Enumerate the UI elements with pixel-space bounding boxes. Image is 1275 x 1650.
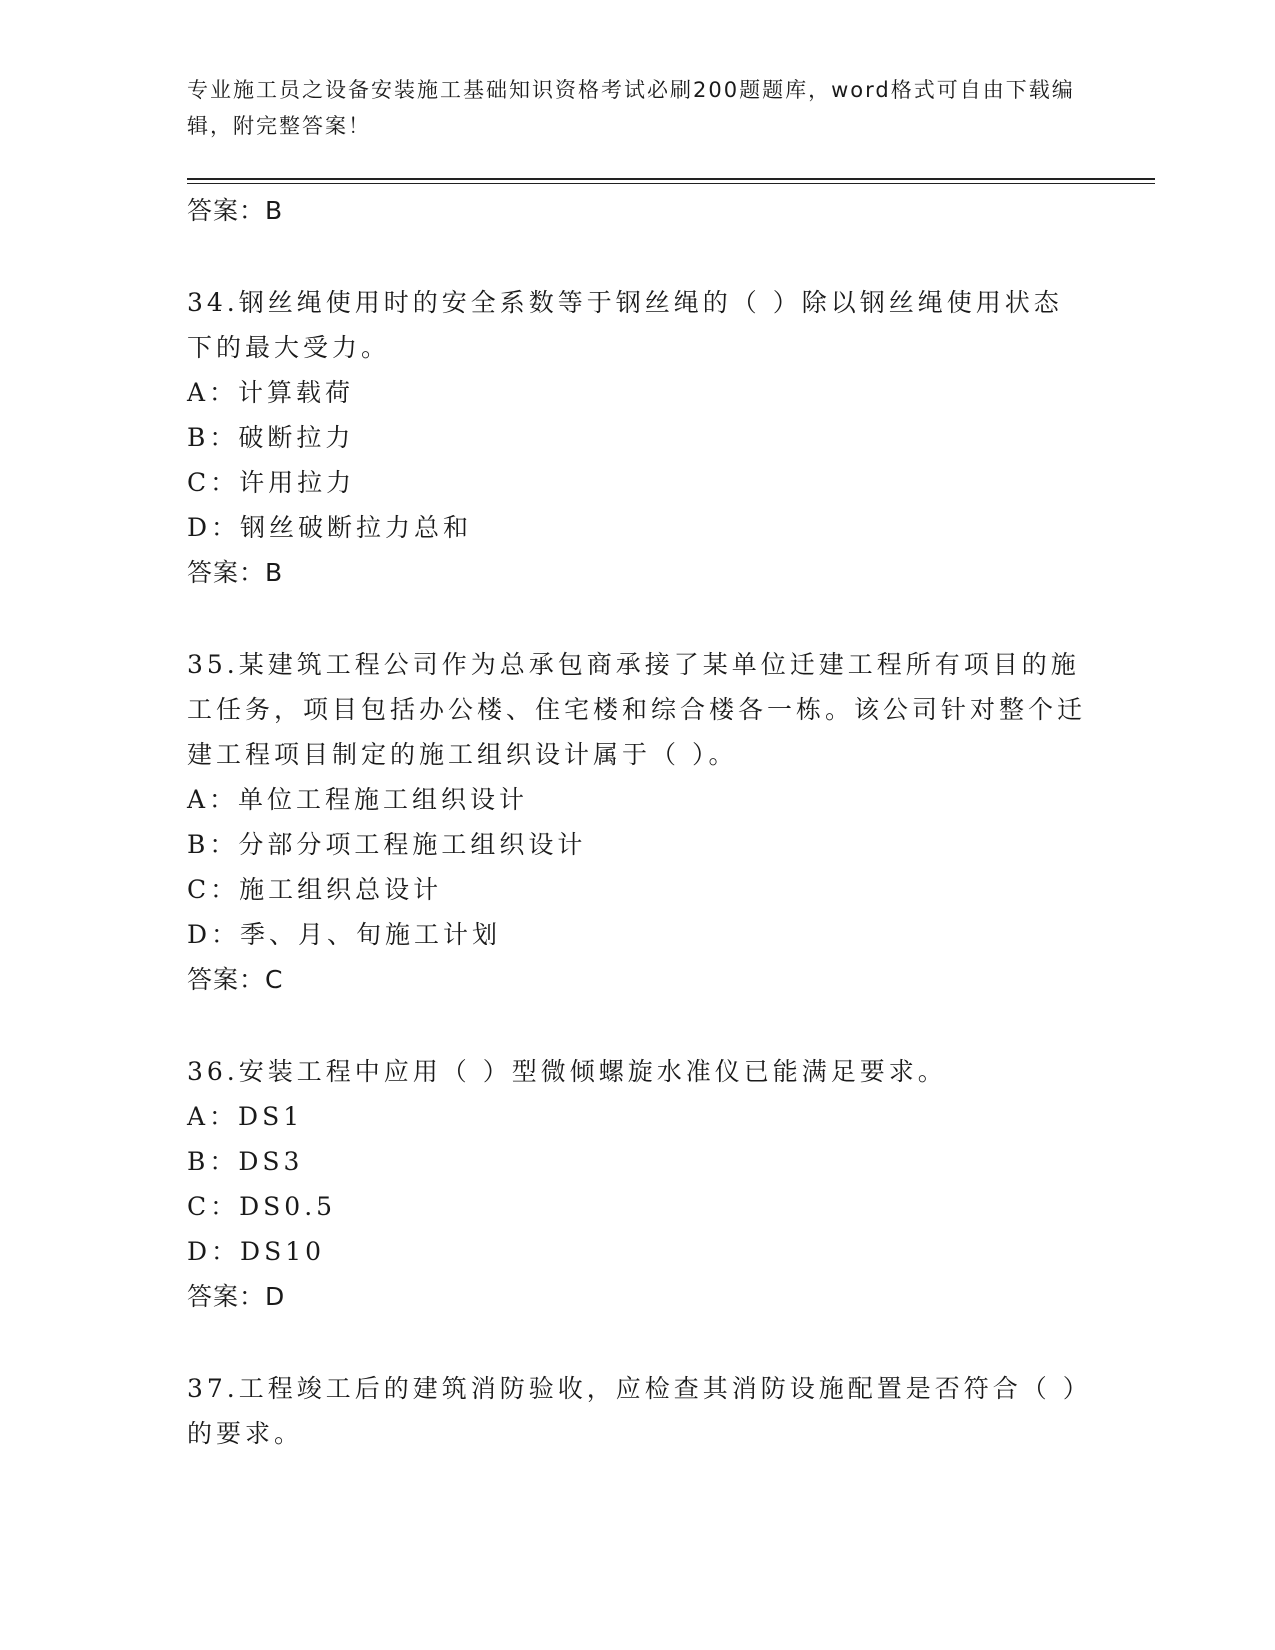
- option-c: C：许用拉力: [187, 468, 356, 497]
- header-divider-thick: [187, 178, 1155, 180]
- option-a: A：单位工程施工组织设计: [187, 785, 529, 814]
- answer-line: 答案：B: [187, 558, 284, 587]
- document-header: [187, 72, 1077, 144]
- answer-line: 答案：C: [187, 965, 284, 994]
- header-title: 专业施工员之设备安装施工基础知识资格考试必刷200题题库，word格式可自由下载编辑，附完整答案！: [187, 78, 1075, 138]
- question-text: 34.钢丝绳使用时的安全系数等于钢丝绳的（ ）除以钢丝绳使用状态下的最大受力。: [187, 288, 1063, 362]
- option-c: C：DS0.5: [187, 1192, 337, 1221]
- option-a: A：计算载荷: [187, 378, 355, 407]
- question-37: [187, 1366, 1087, 1456]
- option-d: D：DS10: [187, 1237, 326, 1266]
- question-35: [187, 642, 1087, 1003]
- question-36: [187, 1049, 1087, 1320]
- header-divider-thin: [187, 183, 1155, 184]
- option-d: D：钢丝破断拉力总和: [187, 513, 473, 542]
- question-text: 36.安装工程中应用（ ）型微倾螺旋水准仪已能满足要求。: [187, 1057, 947, 1086]
- option-c: C：施工组织总设计: [187, 875, 443, 904]
- answer-line: 答案：D: [187, 1282, 286, 1311]
- option-b: B：DS3: [187, 1147, 304, 1176]
- option-b: B：分部分项工程施工组织设计: [187, 830, 587, 859]
- option-b: B：破断拉力: [187, 423, 355, 452]
- question-text: 35.某建筑工程公司作为总承包商承接了某单位迁建工程所有项目的施工任务，项目包括办公楼、住宅楼和综合楼各一栋。该公司针对整个迁建工程项目制定的施工组织设计属于（ ）。: [187, 650, 1087, 769]
- option-a: A：DS1: [187, 1102, 304, 1131]
- answer-line: 答案：B: [187, 196, 284, 225]
- question-34: [187, 280, 1087, 596]
- question-text: 37.工程竣工后的建筑消防验收，应检查其消防设施配置是否符合（ ）的要求。: [187, 1374, 1080, 1448]
- document-body: [187, 188, 1087, 1456]
- option-d: D：季、月、旬施工计划: [187, 920, 502, 949]
